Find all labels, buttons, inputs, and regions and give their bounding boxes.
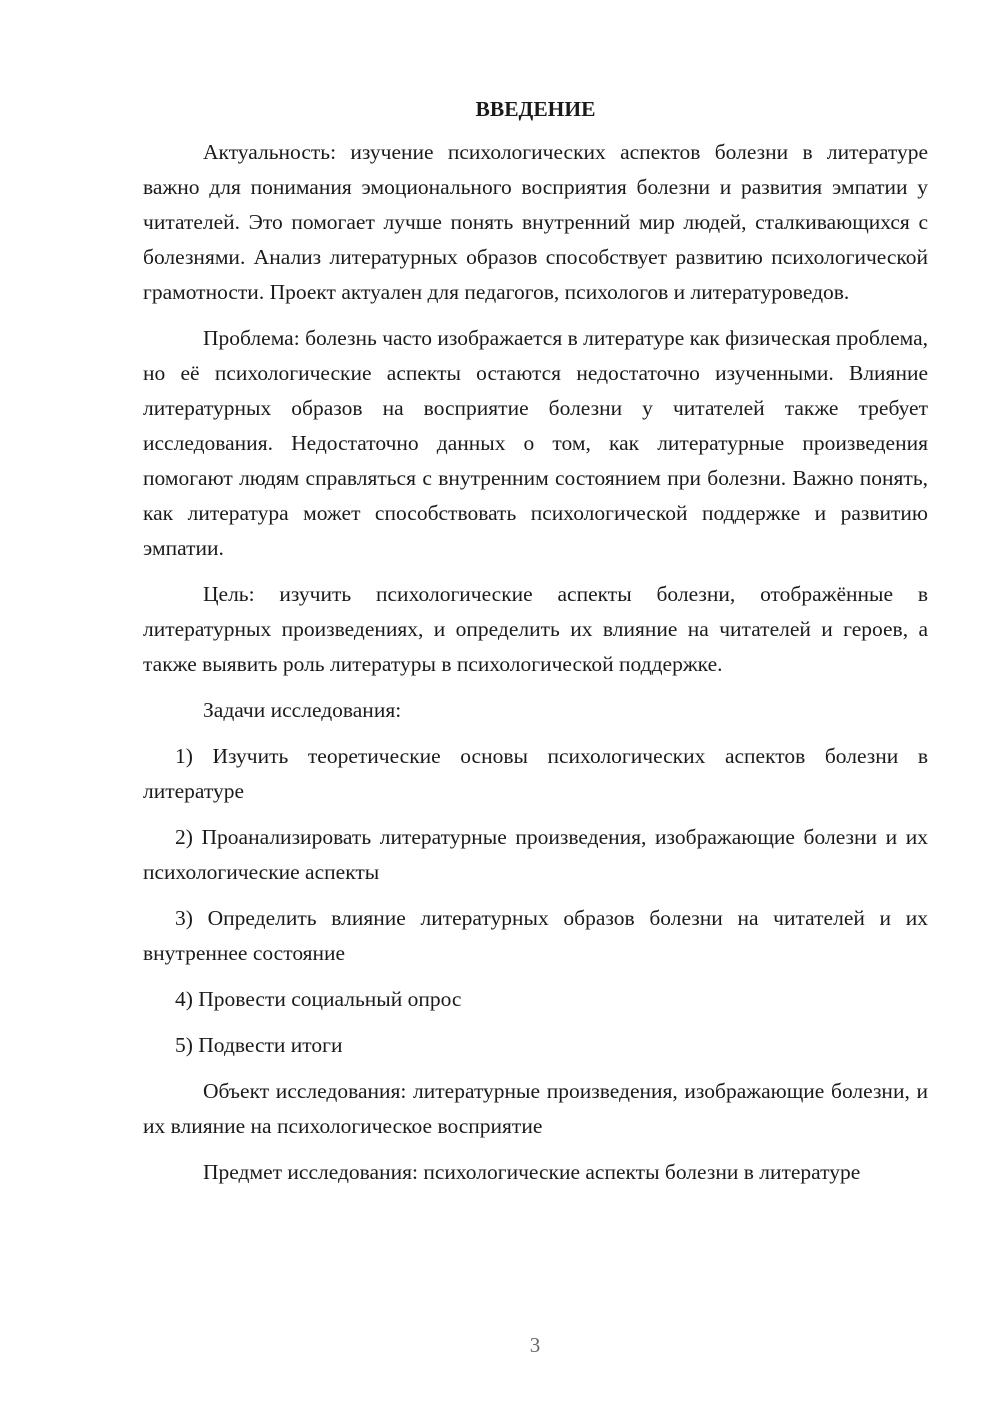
task-item: 4) Провести социальный опрос — [175, 987, 462, 1011]
task-item: 3) Определить влияние литературных образов болезни на читателей и их внутреннее состояние — [143, 906, 928, 965]
subject-paragraph: Предмет исследования: психологические аспекты болезни в литературе — [203, 1160, 861, 1184]
task-item: 5) Подвести итоги — [175, 1033, 343, 1057]
goal-paragraph: Цель: изучить психологические аспекты болезни, отображённые в литературных произведениях, и определить их влияние на читателей и героев, а также выявить роль литературы в психологической поддержке. — [143, 582, 928, 676]
object-paragraph: Объект исследования: литературные произведения, изображающие болезни, и их влияние на психологическое восприятие — [143, 1079, 928, 1138]
task-item: 1) Изучить теоретические основы психологических аспектов болезни в литературе — [143, 744, 928, 803]
page-number: 3 — [529, 1333, 541, 1357]
problem-paragraph: Проблема: болезнь часто изображается в литературе как физическая проблема, но её психологические аспекты остаются недостаточно изученными. Влияние литературных образов на восприятие болезни у читателей также требует исследования. Недостаточно данных о том, как литературные произведения помогают людям справляться с внутренним состоянием при болезни. Важно понять, как литература может способствовать психологической поддержке и развитию эмпатии. — [143, 326, 928, 560]
task-item: 2) Проанализировать литературные произведения, изображающие болезни и их психологические аспекты — [143, 825, 928, 884]
section-title: ВВЕДЕНИЕ — [475, 97, 596, 121]
relevance-paragraph: Актуальность: изучение психологических аспектов болезни в литературе важно для понимания эмоционального восприятия болезни и развития эмпатии у читателей. Это помогает лучше понять внутренний мир людей, сталкивающихся с болезнями. Анализ литературных образов способствует развитию психологической грамотности. Проект актуален для педагогов, психологов и литературоведов. — [143, 140, 928, 304]
document-page — [143, 92, 928, 1201]
tasks-heading: Задачи исследования: — [203, 698, 402, 722]
